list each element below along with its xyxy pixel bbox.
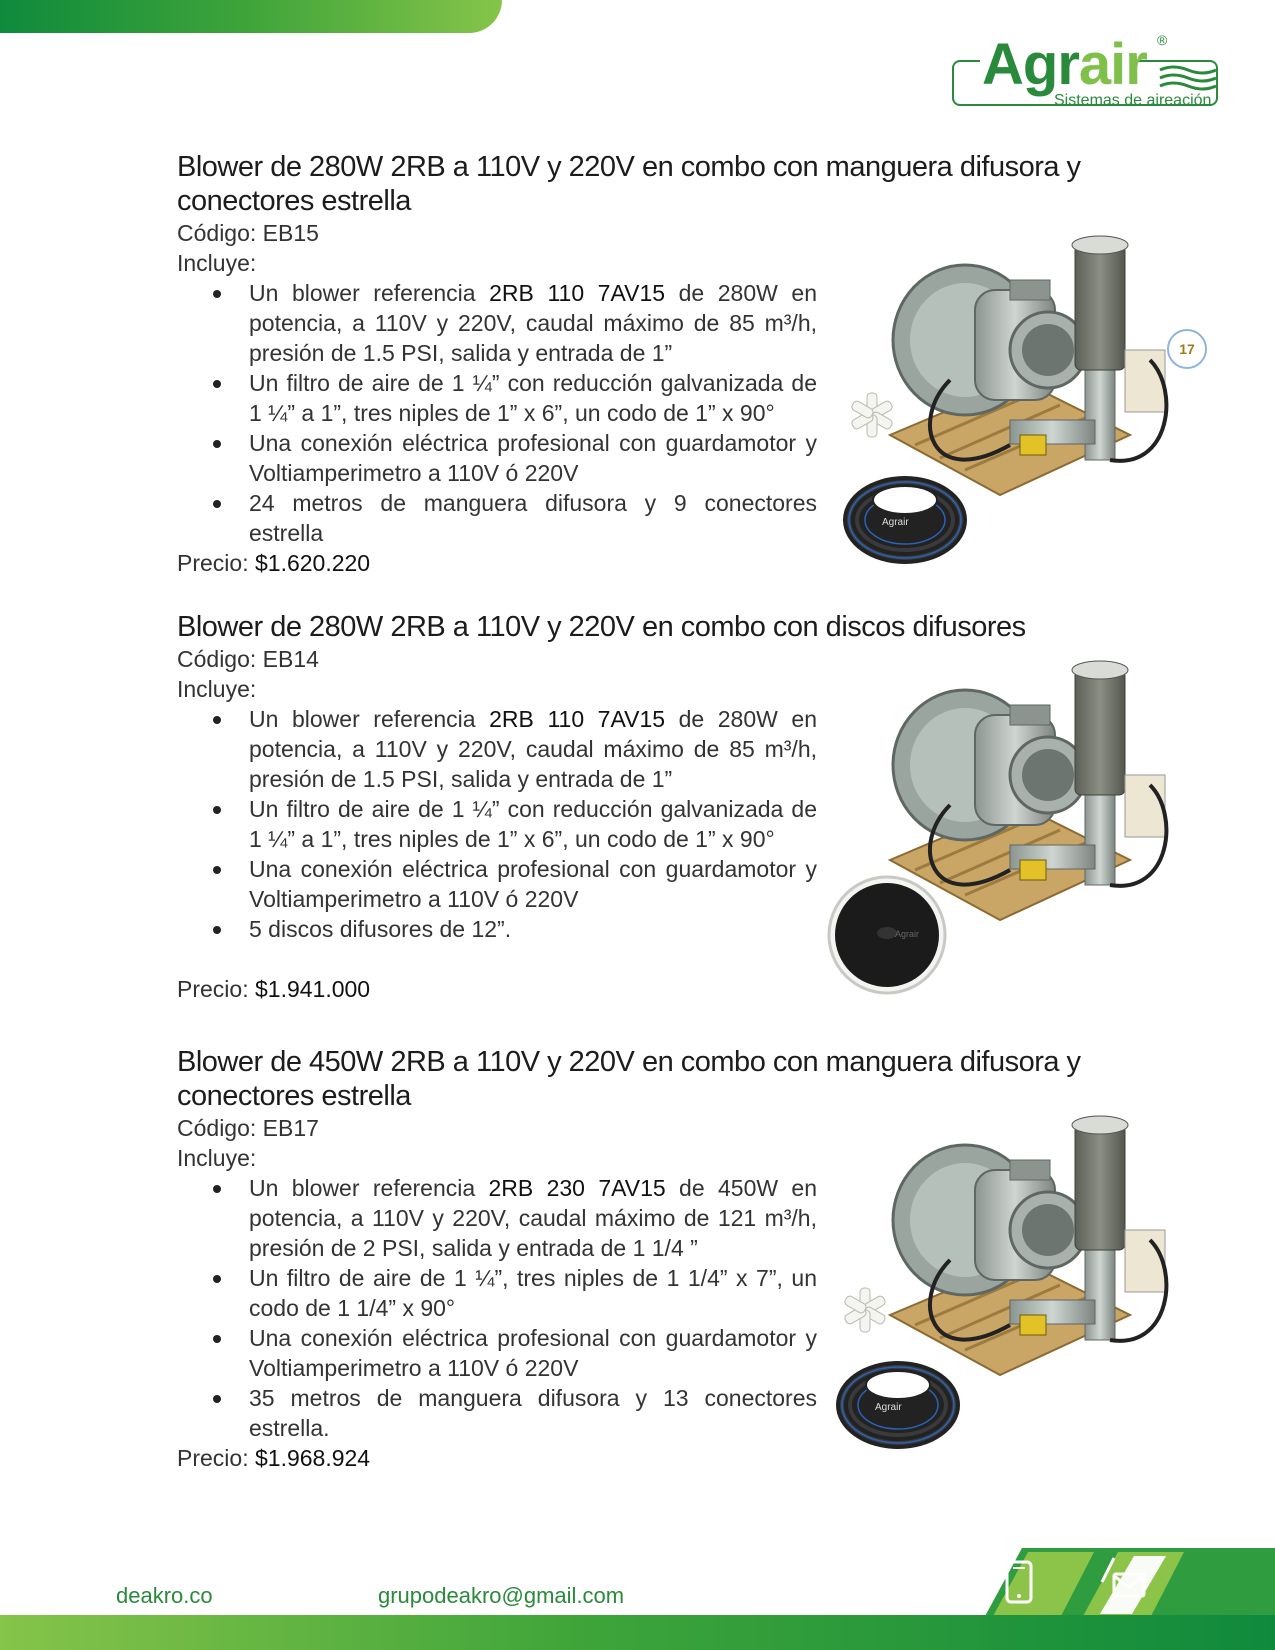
- registered-mark: ®: [1157, 32, 1168, 48]
- blower-reference: 2RB 110 7AV15: [489, 280, 666, 306]
- includes-list: [177, 1173, 817, 1443]
- blower-hose-combo-image: [830, 230, 1170, 580]
- blower-hose-combo-image: [825, 1110, 1170, 1455]
- header-accent-bar: [0, 0, 502, 33]
- product-code: Código: EB15: [177, 220, 319, 246]
- list-item: Una conexión eléctrica profesional con guardamotor y Voltiamperimetro a 110V ó 220V: [249, 856, 817, 912]
- includes-label: Incluye:: [177, 250, 257, 276]
- list-item: Un blower referencia 2RB 110 7AV15 de 280W en potencia, a 110V y 220V, caudal máximo de 85 m³/h, presión de 1.5 PSI, salida y entrada de 1”: [249, 280, 817, 366]
- blower-reference: 2RB 110 7AV15: [489, 706, 666, 732]
- product-title: Blower de 450W 2RB a 110V y 220V en combo con manguera difusora y conectores estrella: [177, 1046, 1081, 1112]
- list-item: 5 discos difusores de 12”.: [249, 914, 817, 944]
- list-item: 35 metros de manguera difusora y 13 conectores estrella.: [249, 1385, 817, 1441]
- water-waves-icon: [1158, 62, 1218, 92]
- product-price: Precio: $1.941.000: [177, 976, 371, 1002]
- svg-text:Agrair: Agrair: [875, 1402, 902, 1413]
- email-link[interactable]: grupodeakro@gmail.com: [378, 1583, 625, 1608]
- includes-label: Incluye:: [177, 676, 257, 702]
- includes-list: [177, 704, 817, 944]
- logo-wordmark: Agrair: [982, 32, 1147, 97]
- product-code: Código: EB14: [177, 646, 319, 672]
- list-item: 24 metros de manguera difusora y 9 conectores estrella: [249, 490, 817, 546]
- product-title: Blower de 280W 2RB a 110V y 220V en combo con discos difusores: [177, 611, 1026, 643]
- footer-accent-bar: [0, 1615, 1275, 1650]
- list-item: Un filtro de aire de 1 ¼” con reducción galvanizada de 1 ¼” a 1”, tres niples de 1” x 6”, un codo de 1” x 90°: [249, 370, 817, 426]
- product-price: Precio: $1.620.220: [177, 550, 371, 576]
- includes-list: [177, 278, 817, 548]
- includes-label: Incluye:: [177, 1145, 257, 1171]
- page-number-badge: 17: [1167, 329, 1207, 369]
- website-link[interactable]: deakro.co: [116, 1583, 213, 1608]
- blower-disc-combo-image: [825, 655, 1170, 1000]
- product-title: Blower de 280W 2RB a 110V y 220V en combo con manguera difusora y conectores estrella: [177, 151, 1081, 217]
- list-item: Un filtro de aire de 1 ¼”, tres niples de 1 1/4” x 7”, un codo de 1 1/4” x 90°: [249, 1265, 817, 1321]
- blower-reference: 2RB 230 7AV15: [488, 1175, 666, 1201]
- list-item: Una conexión eléctrica profesional con guardamotor y Voltiamperimetro a 110V ó 220V: [249, 1325, 817, 1381]
- envelope-icon[interactable]: [1112, 1572, 1146, 1598]
- mobile-phone-icon[interactable]: [1005, 1560, 1033, 1604]
- product-code: Código: EB17: [177, 1115, 319, 1141]
- list-item: Una conexión eléctrica profesional con guardamotor y Voltiamperimetro a 110V ó 220V: [249, 430, 817, 486]
- list-item: Un blower referencia 2RB 230 7AV15 de 450W en potencia, a 110V y 220V, caudal máximo de 121 m³/h, presión de 2 PSI, salida y entrada de 1 1/4 ”: [249, 1175, 818, 1261]
- product-price: Precio: $1.968.924: [177, 1445, 371, 1471]
- list-item: Un filtro de aire de 1 ¼” con reducción galvanizada de 1 ¼” a 1”, tres niples de 1” x 6”, un codo de 1” x 90°: [249, 796, 817, 852]
- agrair-logo: [952, 34, 1224, 114]
- svg-text:Agrair: Agrair: [895, 929, 920, 939]
- list-item: Un blower referencia 2RB 110 7AV15 de 280W en potencia, a 110V y 220V, caudal máximo de 85 m³/h, presión de 1.5 PSI, salida y entrada de 1”: [249, 706, 817, 792]
- svg-text:Agrair: Agrair: [882, 517, 909, 528]
- logo-tagline: Sistemas de aireación: [1054, 92, 1212, 109]
